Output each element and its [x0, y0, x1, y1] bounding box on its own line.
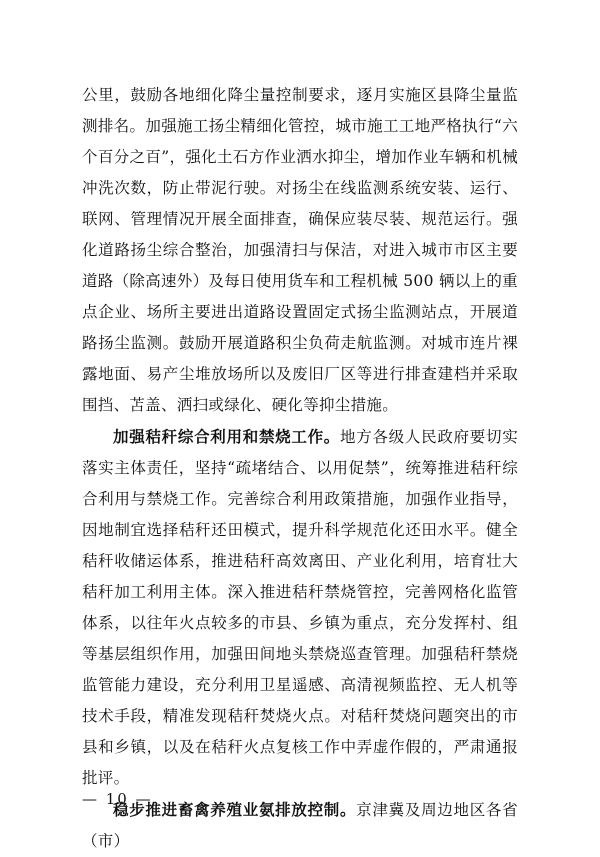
page-number: — 10 — [82, 790, 153, 808]
document-body [82, 80, 518, 857]
paragraph-dust-control [82, 80, 518, 421]
paragraph-heading: 稳步推进畜禽养殖业氨排放控制。 [113, 800, 357, 819]
paragraph-text: 京津冀及周边地区各省（市） [82, 801, 518, 850]
paragraph-text: 地方各级人民政府要切实落实主体责任，坚持“疏堵结合、以用促禁”，统筹推进秸秆综合利用与禁烧工作。完善综合利用政策措施，加强作业指导，因地制宜选择秸秆还田模式，提升科学规范化还田水平。健全秸秆收储运体系，推进秸秆高效离田、产业化利用，培育壮大秸秆加工利用主体。深入推进秸秆禁烧管控，完善网格化监管体系，以往年火点较多的市县、乡镇为重点，充分发挥村、组等基层组织作用，加强田间地头禁烧巡查管理。加强秸秆禁烧监管能力建设，充分利用卫星遥感、高清视频监控、无人机等技术手段，精准发现秸秆焚烧火点。对秸秆焚烧问题突出的市县和乡镇，以及在秸秆火点复核工作中弄虚作假的，严肃通报批评。 [82, 428, 518, 787]
paragraph-text: 公里，鼓励各地细化降尘量控制要求，逐月实施区县降尘量监测排名。加强施工扬尘精细化管控，城市施工工地严格执行“六个百分之百”，强化土石方作业洒水抑尘，增加作业车辆和机械冲洗次数，防止带泥行驶。对扬尘在线监测系统安装、运行、联网、管理情况开展全面排查，确保应装尽装、规范运行。强化道路扬尘综合整治，加强清扫与保洁，对进入城市市区主要道路（除高速外）及每日使用货车和工程机械 500 辆以上的重点企业、场所主要进出道路设置固定式扬尘监测站点，开展道路扬尘监测。鼓励开展道路积尘负荷走航监测。对城市连片裸露地面、易产尘堆放场所以及废旧厂区等进行排查建档并采取围挡、苫盖、洒扫或绿化、硬化等抑尘措施。 [82, 86, 518, 414]
paragraph-straw-burning [82, 421, 518, 794]
paragraph-heading: 加强秸秆综合利用和禁烧工作。 [113, 427, 341, 446]
